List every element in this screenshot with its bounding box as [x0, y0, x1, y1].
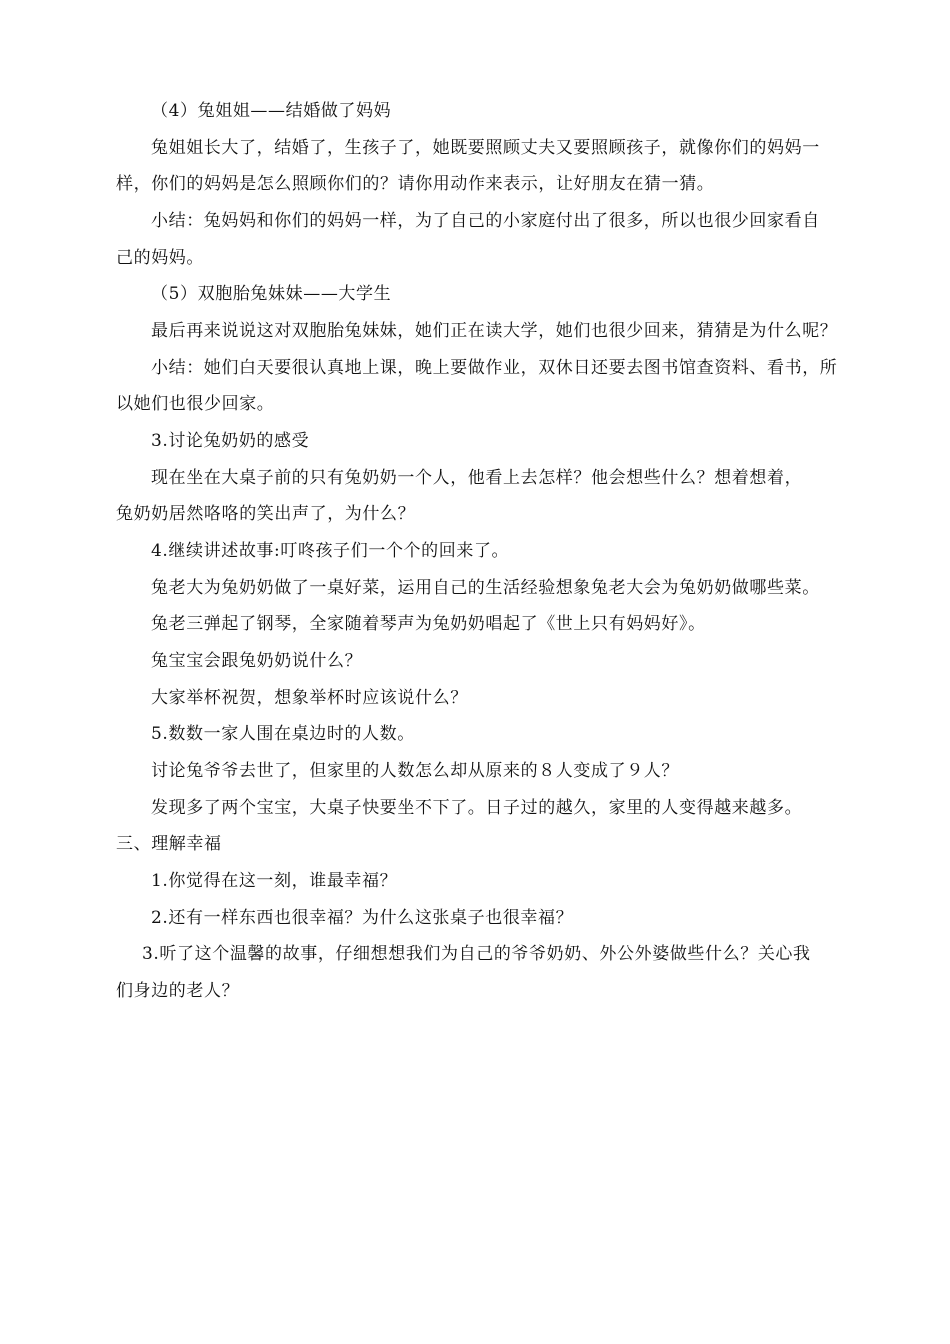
text-line: 现在坐在大桌子前的只有兔奶奶一个人，他看上去怎样？他会想些什么？想着想着，: [151, 468, 803, 488]
text-line: 2.还有一样东西也很幸福？为什么这张桌子也很幸福？: [151, 908, 574, 928]
text-line: 以她们也很少回家。: [116, 394, 275, 414]
text-line: 5.数数一家人围在桌边时的人数。: [151, 724, 415, 744]
text-line: 1.你觉得在这一刻，谁最幸福？: [151, 871, 398, 891]
text-line: 大家举杯祝贺，想象举杯时应该说什么？: [151, 688, 468, 708]
text-line: 讨论兔爷爷去世了，但家里的人数怎么却从原来的８人变成了９人？: [151, 761, 679, 781]
text-line: 最后再来说说这对双胞胎兔妹妹，她们正在读大学，她们也很少回来，猜猜是为什么呢？: [151, 321, 838, 341]
text-line: 样，你们的妈妈是怎么照顾你们的？请你用动作来表示，让好朋友在猜一猜。: [116, 174, 715, 194]
text-line: 小结：兔妈妈和你们的妈妈一样，为了自己的小家庭付出了很多，所以也很少回家看自: [151, 211, 820, 231]
text-line: （4）兔姐姐——结婚做了妈妈: [151, 101, 392, 121]
text-line: 兔宝宝会跟兔奶奶说什么？: [151, 651, 363, 671]
text-line: 3.听了这个温馨的故事，仔细想想我们为自己的爷爷奶奶、外公外婆做些什么？关心我: [142, 944, 811, 964]
text-line: 兔奶奶居然咯咯的笑出声了，为什么？: [116, 504, 416, 524]
section-heading: 三、理解幸福: [116, 834, 222, 854]
text-line: 兔老三弹起了钢琴，全家随着琴声为兔奶奶唱起了《世上只有妈妈好》。: [151, 614, 706, 634]
text-line: 们身边的老人？: [116, 981, 240, 1001]
text-line: 己的妈妈。: [116, 248, 204, 268]
text-line: 3.讨论兔奶奶的感受: [151, 431, 310, 451]
text-line: （5）双胞胎兔妹妹——大学生: [151, 284, 392, 304]
text-line: 小结：她们白天要很认真地上课，晚上要做作业，双休日还要去图书馆查资料、看书，所: [151, 358, 838, 378]
text-line: 兔老大为兔奶奶做了一桌好菜，运用自己的生活经验想象兔老大会为兔奶奶做哪些菜。: [151, 578, 820, 598]
text-line: 兔姐姐长大了，结婚了，生孩子了，她既要照顾丈夫又要照顾孩子，就像你们的妈妈一: [151, 138, 820, 158]
text-line: 4.继续讲述故事:叮咚孩子们一个个的回来了。: [151, 541, 510, 561]
text-line: 发现多了两个宝宝，大桌子快要坐不下了。日子过的越久，家里的人变得越来越多。: [151, 798, 803, 818]
